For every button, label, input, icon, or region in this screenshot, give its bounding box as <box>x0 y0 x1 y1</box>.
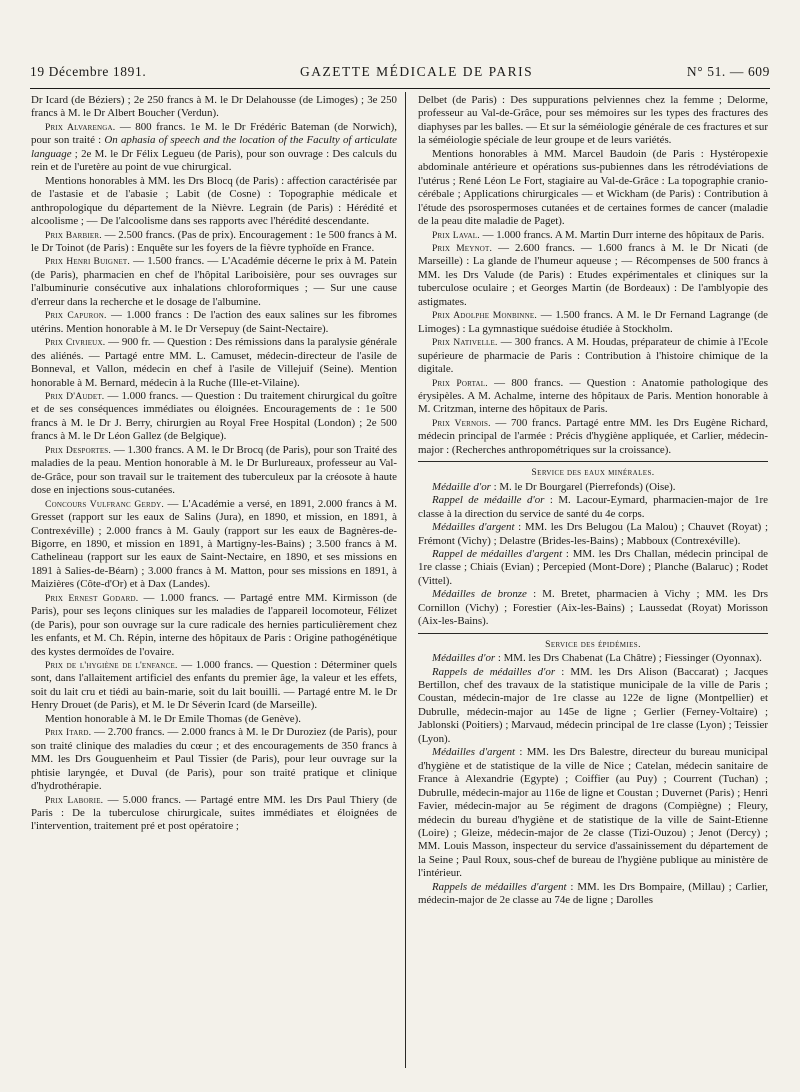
section-rule <box>418 633 768 634</box>
prize-text: — 1.000 francs. — Question : Du traitement chirurgical du goître et de ses conséquences immédiates ou éloignées. Encouragements de : 1e 500 francs à M. le Dr J. Berry, chirurgien au Royal Free Hospital (London) ; 2e 500 francs à M. le Dr Léon Gallez (de Belgique). <box>31 389 397 443</box>
issue-date: 19 Décembre 1891. <box>30 64 147 79</box>
left-column <box>31 94 397 834</box>
prize-text: — 700 francs. Partagé entre MM. les Drs Eugène Richard, médecin principal de l'armée : Précis d'hygiène appliquée, et Carlier, médecin-major : (Recherches anthropométriques sur la croissance). <box>418 416 768 456</box>
award-entry <box>418 666 768 747</box>
page-header <box>30 64 770 86</box>
prize-name: Concours Vulfranc Gerdy. <box>45 498 164 510</box>
award-entry <box>418 652 768 665</box>
paragraph: Delbet (de Paris) : Des suppurations pelviennes chez la femme ; Delorme, professeur au Val-de-Grâce, pour ses mémoires sur les types des fractures des diaphyses par les balles. — Et sur la séméiologie générale de ces fractures et sur la séméiologie spéciale de leur groupe et de leurs variétés. <box>418 94 768 147</box>
paragraph: Dr Icard (de Béziers) ; 2e 250 francs à M. le Dr Delahousse (de Limoges) ; 3e 250 francs à M. le Dr Albert Boucher (Verdun). <box>31 94 397 120</box>
award-text: : MM. les Drs Bompaire, (Millau) ; Carlier, médecin-major de 2e classe au 74e de ligne ; Darolles <box>418 880 769 907</box>
prize-desportes <box>31 444 397 498</box>
award-label: Médailles d'or <box>432 652 496 665</box>
prize-name: Prix Laborie. <box>45 794 104 806</box>
prize-name: Prix Portal. <box>432 377 488 389</box>
award-label: Rappel de médailles d'argent <box>432 547 563 560</box>
prize-text: — 5.000 francs. — Partagé entre MM. les Drs Paul Thiery (de Paris : De la tuberculose chirurgicale, suites immédiates et éloignées de l'intervention, traitement pré et post opératoire ; <box>31 793 398 833</box>
prize-text: — 1.500 francs. A M. le Dr Fernand Lagrange (de Limoges) : La gymnastique suédoise étudiée à Stockholm. <box>418 309 769 335</box>
prize-capuron <box>31 309 397 336</box>
prize-daudet <box>31 390 397 444</box>
award-text: : M. Bretet, pharmacien à Vichy ; MM. les Drs Cornillon (Vichy) ; Forestier (Aix-les-Bains) ; Laussedat (Royat) Morisson (Aix-les-Bains). <box>418 588 768 628</box>
award-text: : MM. les Drs Chabenat (La Châtre) ; Fiessinger (Oyonnax). <box>495 652 762 665</box>
award-text: : MM. les Drs Belugou (La Malou) ; Chauvet (Royat) ; Frémont (Vichy) ; Delastre (Brides-les-Bains) ; Mabboux (Contrexéville). <box>418 521 768 547</box>
prize-godard <box>31 592 397 659</box>
page-number: N° 51. — 609 <box>686 64 770 79</box>
prize-hygiene-enfance <box>31 659 397 713</box>
award-entry <box>418 548 768 588</box>
prize-text: — 300 francs. A M. Houdas, préparateur de chimie à l'Ecole supérieure de pharmacie de Paris : Contribution à l'histoire chimique de la digitale. <box>418 336 768 376</box>
concours-gerdy <box>31 498 397 592</box>
prize-text: — 1.000 francs. — Question : Déterminer quels sont, dans l'allaitement artificiel des enfants du premier âge, la valeur et les effets, soit du lait cru et tiédi au bain-marie, soit du lait bouilli. — Partagé entre M. le Dr Henry Drouet (de Paris), et M. le Dr Séverin Icard (de Marseille). <box>31 659 397 712</box>
award-entry <box>418 494 768 521</box>
section-rule <box>418 461 768 462</box>
prize-name: Prix D'Audet. <box>45 390 105 402</box>
section-heading-epidemics: Service des épidémies. <box>545 638 641 650</box>
prize-text: — 800 francs. 1e M. le Dr Frédéric Bateman (de Norwich), pour son traité : <box>31 120 397 147</box>
award-text: : M. le Dr Bourgarel (Pierrefonds) (Oise). <box>490 480 676 493</box>
award-text: : MM. les Drs Challan, médecin principal de 1re classe ; Chiais (Evian) ; Percepied (Mont-Dore) ; Planche (Balaruc) ; Rodet (Vittel). <box>418 547 768 587</box>
prize-text: — L'Académie a versé, en 1891, 2.000 francs à M. Gresset (rapport sur les eaux de Salins (Jura), en 1890, et mission, en 1891, à Contrexéville) ; 2.000 francs à M. Gauly (rapport sur les eaux de Bagnères-de-Bigorre, en 1890, et mission en 1891, à Martigny-les-Bains) ; 3.500 francs à M. Cathelineau (rapport sur les eaux de Saint-Nectaire, en 1890, et ses missions en 1891 à Salies-de-Béarn) ; 3.000 francs à M. Matton, pour ses missions en 1891, à Maizières (Côte-d'Or) et à Dax (Landes). <box>31 497 397 591</box>
prize-text: — 800 francs. — Question : Anatomie pathologique des érysipèles. A M. Achalme, interne des hôpitaux de Paris. Mention honorable à M. Critzman, interne des hôpitaux de Paris. <box>418 376 768 416</box>
prize-text: — 1.000 francs : De l'action des eaux salines sur les fibromes utérins. Mention honorable à M. le Dr Versepuy (de Saint-Nectaire). <box>31 309 397 335</box>
prize-name: Prix Alvarenga. <box>45 121 116 133</box>
prize-vernois <box>418 417 768 457</box>
prize-name: Prix Itard. <box>45 727 92 739</box>
prize-name: Prix Civrieux. <box>45 337 106 349</box>
prize-meynot <box>418 242 768 309</box>
prize-name: Prix Meynot. <box>432 242 493 254</box>
prize-text: — 2.600 francs. — 1.600 francs à M. le Dr Nicati (de Marseille) : La glande de l'humeur aqueuse ; — Récompenses de 500 francs à MM. les Drs Valude (de Paris) : Etudes expérimentales et cliniques sur la tuberculose oculaire ; et Georges Martin (de Bordeaux) : De l'amblyopie des astigmates. <box>418 241 768 308</box>
award-label: Médailles d'argent <box>432 521 515 534</box>
award-entry <box>418 481 768 494</box>
award-label: Médailles de bronze <box>432 588 527 601</box>
award-entry <box>418 746 768 881</box>
prize-civrieux <box>31 336 397 390</box>
prize-itard <box>31 726 397 793</box>
prize-name: Prix Desportes. <box>45 444 112 456</box>
prize-name: Prix Vernois. <box>432 417 491 429</box>
award-entry <box>418 588 768 628</box>
right-column <box>418 94 768 908</box>
award-label: Rappels de médailles d'or <box>432 665 556 678</box>
prize-text: — 1.000 francs. — Partagé entre MM. Kirmisson (de Paris), pour ses leçons cliniques sur les maladies de l'appareil locomoteur, Félizet (de Paris), pour son ouvrage sur la cure radicale des hernies particulièrement chez les enfants, et M. Ch. Répin, interne des hôpitaux de Paris : Origine pathogénétique des kystes dermoïdes de l'ovaire. <box>31 591 397 658</box>
column-divider <box>405 92 406 1068</box>
award-label: Rappels de médailles d'argent <box>432 880 567 893</box>
header-rule <box>30 88 770 89</box>
award-label: Rappel de médaille d'or <box>432 494 545 507</box>
award-text: : MM. les Drs Balestre, directeur du bureau municipal d'hygiène et de statistique de la ville de Nice ; Catelan, médecin sanitaire de France à Alexandrie (Egypte) ; Coiffier (au Puy) ; Courrent (Tuchan) ; Dubrulle, médecin-major au 116e de ligne et Coustan ; Duvernet (Paris) ; Henri Favier, médecin-major au 5e régiment de dragons (Compiègne) ; Fleury, médecin du bureau d'hygiène et de statistique de la ville de Saint-Etienne (Loire) ; Gleize, médecin-major de 2e classe (Tizi-Ouzou) ; Jenot (Dercy) ; MM. Louis Masson, inspecteur du service d'assainissement du département de la Seine ; Paul Roux, sous-chef de bureau de l'hygiène publique au ministère de l'intérieur. <box>418 746 768 880</box>
prize-text-tail: ; 2e M. le Dr Félix Legueu (de Paris), pour son ouvrage : Des calculs du rein et de l'uretère au point de vue chirurgical. <box>31 147 397 174</box>
paragraph: Mention honorable à M. le Dr Emile Thomas (de Genève). <box>45 712 301 725</box>
prize-name: Prix Adolphe Monbinne. <box>432 310 538 322</box>
prize-name: Prix Nativelle. <box>432 337 498 349</box>
work-title: On aphasia of speech and the location of the Faculty of articulate language <box>31 134 397 160</box>
prize-buignet <box>31 255 397 309</box>
paragraph: Mentions honorables à MM. Marcel Baudoin (de Paris : Hystéropexie abdominale antérieure et opérations sus-pubiennes dans les rétrodéviations de l'utérus ; René Léon Le Fort, stagiaire au Val-de-Grâce : La topographie cranio-cérébale ; Applications chirurgicales — et Wickham (de Paris) : Contribution à l'étude des psorospermoses cutanées et de certaines formes de cancer (maladie de la peau dite maladie de Paget). <box>418 147 768 228</box>
prize-name: Prix Barbier. <box>45 229 102 241</box>
prize-text: — 1.300 francs. A M. le Dr Brocq (de Paris), pour son Traité des maladies de la peau. Mention honorable à M. le Dr Burlureaux, professeur au Val-de-Grâce, pour son travail sur le traitement des tuberculeux par la créosote à haute dose en injections sous-cutanées. <box>31 443 398 497</box>
section-heading-mineral-waters: Service des eaux minérales. <box>531 467 655 479</box>
prize-monbinne <box>418 309 768 336</box>
prize-barbier <box>31 229 397 256</box>
prize-name: Prix de l'hygiène de l'enfance. <box>45 660 178 672</box>
award-text: : MM. les Drs Alison (Baccarat) ; Jacques Bertillon, chef des travaux de la statistique municipale de la ville de Paris ; Coustan, médecin-major de 1re classe au 122e de ligne (Montpellier) et Dubrulle, médecin-major au 145e de ligne ; Gerlier (Ferney-Voltaire) ; Jablonski (Poitiers) ; Marvaud, médecin principal de 1re classe (Lyon) ; Teissier (Lyon). <box>418 665 768 745</box>
prize-text: — 1.000 francs. A M. Martin Durr interne des hôpitaux de Paris. <box>479 228 765 241</box>
publication-title: GAZETTE MÉDICALE DE PARIS <box>300 64 534 79</box>
prize-name: Prix Capuron. <box>45 310 107 322</box>
award-text: : M. Lacour-Eymard, pharmacien-major de 1re classe à la direction du service de santé du 4e corps. <box>418 494 768 520</box>
prize-text: — 2.500 francs. (Pas de prix). Encouragement : 1e 500 francs à M. le Dr Toinot (de Paris) : Enquête sur les foyers de la fièvre typhoïde en France. <box>31 228 397 254</box>
prize-name: Prix Laval. <box>432 229 480 241</box>
award-entry <box>418 881 768 908</box>
prize-text: — 1.500 francs. — L'Académie décerne le prix à M. Patein (de Paris), pharmacien en chef de l'hôpital Lariboisière, pour ses ouvrages sur l'albuminurie consécutive aux inhalations chloroformiques ; — Sur une cause d'erreur dans la recherche et le dosage de l'albumine. <box>31 255 397 308</box>
paragraph: Mentions honorables à MM. les Drs Blocq (de Paris) : affection caractérisée par de l'astasie et de l'abasie ; Labit (de Cosne) : Topographie médicale et anthropologique du département de la Nièvre. Legrain (de Paris) : Hérédité et alcoolisme ; — De l'alcoolisme dans ses rapports avec l'hérédité descendante. <box>31 174 397 228</box>
prize-text: — 900 fr. — Question : Des rémissions dans la paralysie générale des aliénés. — Partagé entre MM. L. Camuset, médecin-directeur de l'asile de Bonneval, et Vallon, médecin en chef à l'asile de Villejuif (Seine). Mention honorable à M. Bernard, médecin à la Ruche (Ille-et-Vilaine). <box>31 336 397 389</box>
prize-laval <box>418 229 768 242</box>
prize-name: Prix Henri Buignet. <box>45 256 130 268</box>
prize-text: — 2.700 francs. — 2.000 francs à M. le Dr Duroziez (de Paris), pour son traité clinique des maladies du cœur ; et des encouragements de 350 francs à MM. les Drs Gouguenheim et Paul Tissier (de Paris), pour leur ouvrage sur la phtisie laryngée, et Duval (de Paris), pour son traité pratique et clinique d'hydrothérapie. <box>31 726 397 793</box>
prize-name: Prix Ernest Godard. <box>45 592 139 604</box>
prize-nativelle <box>418 336 768 376</box>
prize-alvarenga <box>31 121 397 175</box>
award-label: Médaille d'or <box>432 480 491 493</box>
prize-laborie <box>31 794 397 834</box>
prize-portal <box>418 377 768 417</box>
award-entry <box>418 521 768 548</box>
award-label: Médailles d'argent <box>432 746 516 759</box>
